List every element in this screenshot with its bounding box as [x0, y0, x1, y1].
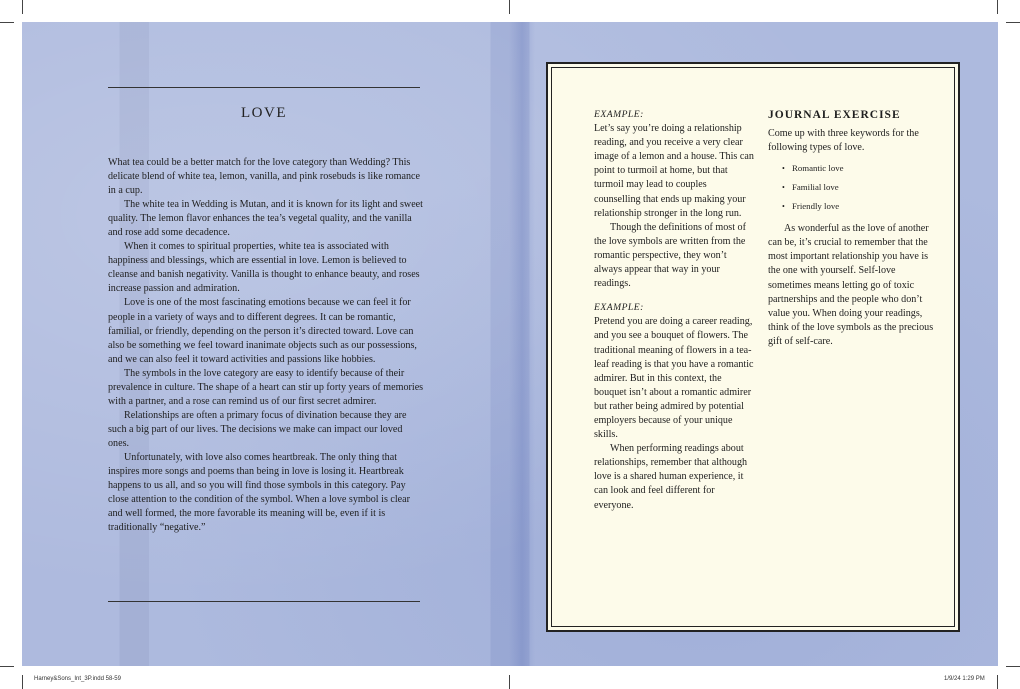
paragraph: What tea could be a better match for the love category than Wedding? This delicate blend of white tea, lemon, vanilla, and pink rosebuds is like romance in a cup. — [108, 157, 420, 197]
journal-intro: Come up with three keywords for the following types of love. — [768, 128, 919, 154]
crop-mark — [997, 0, 998, 14]
example-label: EXAMPLE: — [594, 109, 644, 120]
paragraph: Love is one of the most fascinating emotions because we can feel it for people in a variety of ways and to different degrees. It can be romantic, familial, or friendly, depending on the person it’s directed toward. Love can also be something we feel toward inanimate objects such as our possessions, and we can also feel it toward activities and passions like hobbies. — [108, 297, 417, 365]
paragraph: The white tea in Wedding is Mutan, and it is known for its light and sweet quality. The lemon flavor enhances the tea’s vegetal quality, and the vanilla and rose add some decadence. — [108, 199, 423, 239]
page-title: LOVE — [241, 105, 287, 121]
example-box-inner — [551, 67, 955, 627]
example-text: Let’s say you’re doing a relationship reading, and you receive a very clear image of a lemon and a house. This can point to turmoil at home, but that turmoil may lead to couples counselling that ends up making your relationship stronger in the long run. — [594, 123, 754, 219]
left-body-text — [108, 156, 424, 535]
paragraph: Unfortunately, with love also comes heartbreak. The only thing that inspires more songs and poems than being in love is losing it. Heartbreak happens to us all, and so you will find those symbols in this category. Pay close attention to the condition of the symbol. When a love symbol is clear and well formed, the more favorable its meaning will be, even if it is traditionally “negative.” — [108, 451, 410, 534]
example-follow-text: When performing readings about relationships, remember that although love is a shared human experience, it can look and feel different for everyone. — [594, 443, 748, 511]
list-item: • Romantic love — [782, 159, 934, 178]
crop-mark — [0, 666, 14, 667]
crop-mark — [22, 675, 23, 689]
spacer — [594, 291, 754, 301]
crop-mark — [0, 22, 14, 23]
bottom-rule — [108, 601, 420, 602]
crop-mark — [1006, 666, 1020, 667]
paragraph: Relationships are often a primary focus of divination because they are such a big part of our lives. The decisions we make can impact our loved ones. — [108, 409, 407, 449]
list-item: • Friendly love — [782, 197, 934, 216]
slug-filename: Harney&Sons_Int_3P.indd 58-59 — [34, 676, 121, 682]
examples-column — [594, 108, 754, 513]
book-gutter — [509, 22, 535, 666]
crop-mark — [509, 675, 510, 689]
slug-date: 1/9/24 1:29 PM — [944, 676, 985, 682]
top-rule — [108, 87, 420, 88]
paragraph: The symbols in the love category are easy to identify because of their prevalence in culture. The shape of a heart can stir up forty years of memories with a partner, and a rose can remind us of our first secret admirer. — [108, 367, 424, 407]
journal-column — [768, 108, 934, 349]
example-box — [546, 62, 960, 632]
example-follow-text: Though the definitions of most of the love symbols are written from the romantic perspective, they won’t always appear that way in your readings. — [594, 221, 746, 290]
example-label: EXAMPLE: — [594, 302, 644, 314]
crop-mark — [22, 0, 23, 14]
paragraph: When it comes to spiritual properties, white tea is associated with happiness and blessings, which are essential in love. Lemon is believed to cleanse and banish negativity. Vanilla is thought to enhance beauty, and roses increase passion and admiration. — [108, 241, 420, 295]
list-item: • Familial love — [782, 178, 934, 197]
crop-mark — [997, 675, 998, 689]
journal-body: As wonderful as the love of another can be, it’s crucial to remember that the most important relationship you have is the one with yourself. Self-love sometimes means letting go of toxic partnerships and the people who don’t value you. When doing your readings, think of the love symbols as the precious gift of self-care. — [768, 223, 934, 347]
crop-mark — [509, 0, 510, 14]
journal-title: JOURNAL EXERCISE — [768, 109, 901, 121]
crop-mark — [1006, 22, 1020, 23]
journal-list — [768, 159, 934, 216]
example-text: Pretend you are doing a career reading, and you see a bouquet of flowers. The traditional meaning of flowers in a tea-leaf reading is that you have a romantic admirer. But in this context, the bouquet isn’t about a romantic admirer but rather being admired by potential employers because of your unique skills. — [594, 316, 754, 441]
